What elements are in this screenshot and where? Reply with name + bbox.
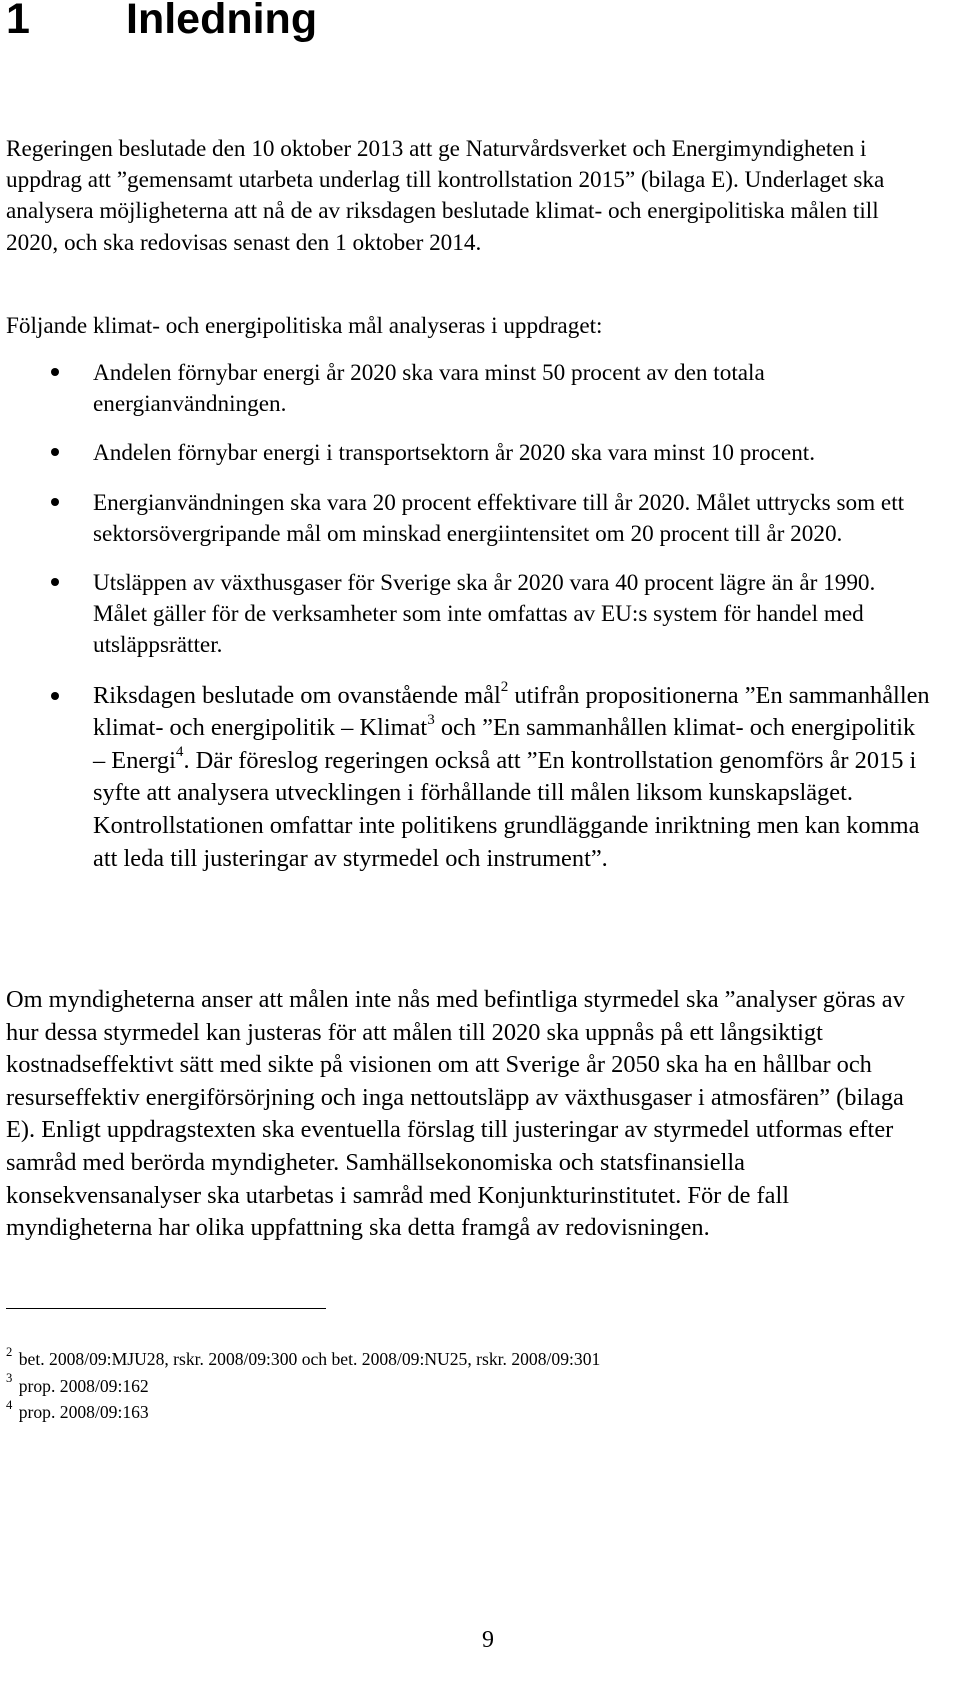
bullet-icon xyxy=(51,368,59,376)
list-item-text-part: och ”En sammanhållen klimat- och energipolitik – Energi xyxy=(93,714,916,774)
page-number-text: 9 xyxy=(482,1627,494,1653)
list-item-text: Utsläppen av växthusgaser för Sverige ska år 2020 vara 40 procent lägre än år 1990. Målet gäller för de verksamheter som inte omfattas av EU:s system för handel med utsläppsrätter. xyxy=(93,570,876,659)
list-item xyxy=(0,438,933,469)
list-item xyxy=(0,358,933,420)
list-item-text: Andelen förnybar energi i transportsektorn år 2020 ska vara minst 10 procent. xyxy=(93,440,816,467)
chapter-title: Inledning xyxy=(126,0,318,43)
bullet-icon xyxy=(51,578,59,586)
list-item xyxy=(0,680,933,876)
footnote-text: prop. 2008/09:162 xyxy=(14,1375,149,1396)
analysis-paragraph: Om myndigheterna anser att målen inte nås med befintliga styrmedel ska ”analyser göras av hur dessa styrmedel kan justeras för att målen till 2020 ska uppnås på ett långsiktigt kostnadseffektivt sätt med sikte på visionen om att Sverige år 2050 ska ha en hållbar och resurseffektiv energiförsörjning och inga nettoutsläpp av växthusgaser i atmosfären” (bilaga E). Enligt uppdragstexten ska eventuella förslag till justeringar av styrmedel utformas efter samråd med berörda myndigheter. Samhällsekonomiska och statsfinansiella konsekvensanalyser ska utarbetas i samråd med Konjunkturinstitutet. För de fall myndigheterna har olika uppfattning ska detta framgå av redovisningen. xyxy=(6,986,905,1242)
chapter-heading xyxy=(6,0,317,46)
footnote xyxy=(6,1346,600,1373)
footnote xyxy=(6,1373,600,1400)
bullet-icon xyxy=(51,448,59,456)
list-item xyxy=(0,488,933,550)
footnote-ref: 2 xyxy=(500,679,509,696)
footnotes xyxy=(6,1346,600,1426)
footnote-text: prop. 2008/09:163 xyxy=(14,1402,149,1422)
list-item-text-part: Riksdagen beslutade om ovanstående mål xyxy=(93,681,501,709)
goals-intro-paragraph: Följande klimat- och energipolitiska mål analyseras i uppdraget: xyxy=(6,313,603,339)
footnote-ref: 3 xyxy=(427,711,435,728)
list-item-text-part: utifrån propositionerna ”En sammanhållen klimat- och energipolitik – Klimat xyxy=(93,681,930,742)
bullet-icon xyxy=(51,692,59,700)
footnote-text: bet. 2008/09:MJU28, rskr. 2008/09:300 och bet. 2008/09:NU25, rskr. 2008/09:301 xyxy=(14,1349,601,1369)
page-number xyxy=(0,1626,960,1655)
footnote xyxy=(6,1399,600,1426)
footnote-mark: 2 xyxy=(6,1344,13,1359)
footnote-mark: 4 xyxy=(6,1397,13,1412)
list-item-text: Andelen förnybar energi år 2020 ska vara minst 50 procent av den totala energianvändningen. xyxy=(93,360,765,418)
bullet-icon xyxy=(51,498,59,506)
footnote-mark: 3 xyxy=(6,1371,13,1386)
list-item-text-part: . Där föreslog regeringen också att ”En kontrollstation genomförs år 2015 i syfte att analysera utvecklingen i förhållande till målen liksom kunskapsläget. Kontrollstationen omfattar inte politikens grundläggande inriktning men kan komma att leda till justeringar av styrmedel och instrument”. xyxy=(93,746,920,872)
intro-paragraph: Regeringen beslutade den 10 oktober 2013 att ge Naturvårdsverket och Energimyndigheten i uppdrag att ”gemensamt utarbeta underlag till kontrollstation 2015” (bilaga E). Underlaget ska analysera möjligheterna att nå de av riksdagen beslutade klimat- och energipolitiska målen till 2020, och ska redovisas senast den 1 oktober 2014. xyxy=(6,136,885,256)
goals-list xyxy=(0,358,960,893)
list-item-text: Energianvändningen ska vara 20 procent effektivare till år 2020. Målet uttrycks som ett sektorsövergripande mål om minskad energiintensitet om 20 procent till år 2020. xyxy=(93,489,905,547)
chapter-number: 1 xyxy=(6,0,30,43)
list-item xyxy=(0,568,933,662)
footnote-separator xyxy=(6,1308,326,1309)
footnote-ref: 4 xyxy=(175,744,184,761)
